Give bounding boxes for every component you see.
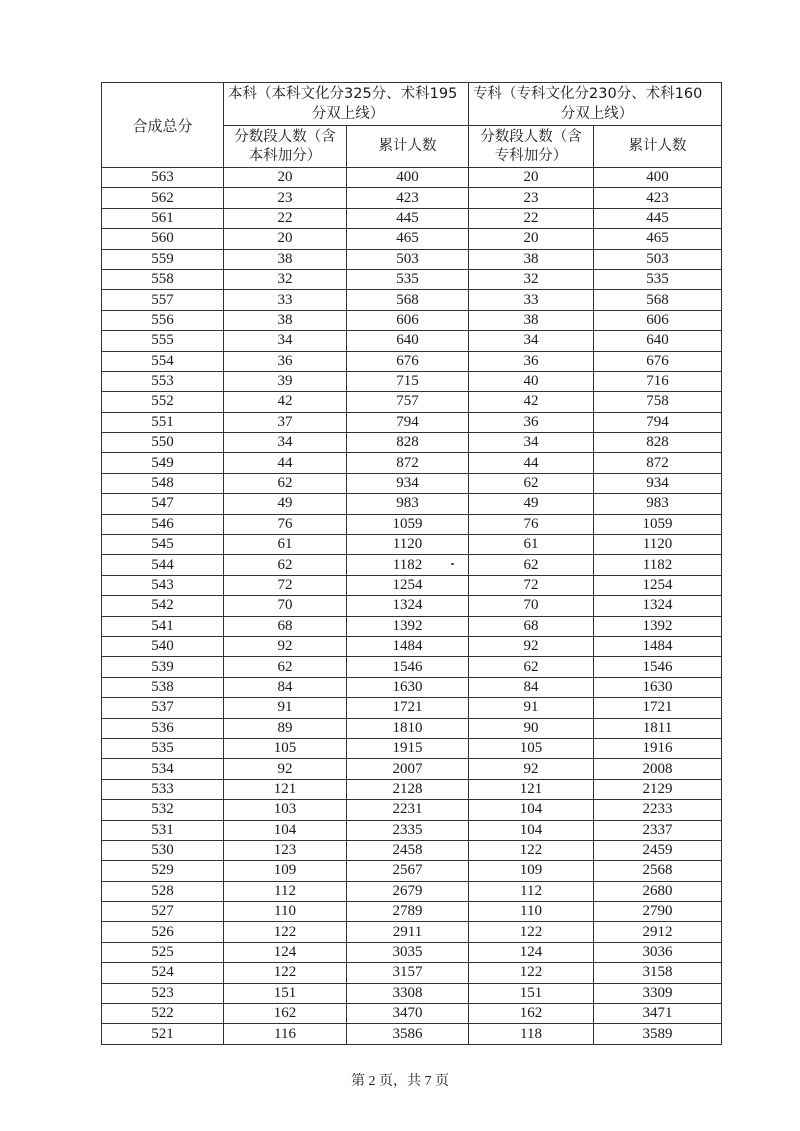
zhuanke-segment-count-cell: 36 xyxy=(469,412,594,432)
total-score-cell: 522 xyxy=(102,1004,224,1024)
page-footer: 第 2 页，共 7 页 xyxy=(351,1074,449,1089)
table-row xyxy=(102,208,722,228)
table-row xyxy=(102,575,722,595)
total-score-cell: 533 xyxy=(102,779,224,799)
total-score-cell: 534 xyxy=(102,759,224,779)
total-score-cell: 536 xyxy=(102,718,224,738)
zhuanke-segment-count-cell: 22 xyxy=(469,208,594,228)
zhuanke-cumulative-cell: 445 xyxy=(594,208,722,228)
zhuanke-cumulative-cell: 758 xyxy=(594,392,722,412)
benke-cumulative-cell: 676 xyxy=(347,351,469,371)
benke-segment-count-cell: 92 xyxy=(224,636,347,656)
benke-segment-count-cell: 109 xyxy=(224,861,347,881)
benke-segment-count-cell: 76 xyxy=(224,514,347,534)
table-row xyxy=(102,657,722,677)
scan-speck xyxy=(451,563,454,565)
benke-segment-count-cell: 38 xyxy=(224,310,347,330)
zhuanke-segment-count-cell: 38 xyxy=(469,249,594,269)
benke-cumulative-cell: 503 xyxy=(347,249,469,269)
table-row xyxy=(102,555,722,575)
zhuanke-cumulative-cell: 1916 xyxy=(594,738,722,758)
total-score-cell: 542 xyxy=(102,596,224,616)
benke-cumulative-header: 累计人数 xyxy=(347,126,469,168)
benke-cumulative-cell: 715 xyxy=(347,371,469,391)
total-score-cell: 540 xyxy=(102,636,224,656)
benke-segment-count-cell: 42 xyxy=(224,392,347,412)
benke-segment-count-cell: 110 xyxy=(224,902,347,922)
benke-segment-count-cell: 121 xyxy=(224,779,347,799)
benke-cumulative-cell: 757 xyxy=(347,392,469,412)
table-row xyxy=(102,779,722,799)
benke-segment-count-cell: 34 xyxy=(224,433,347,453)
table-row xyxy=(102,473,722,493)
table-header-row-groups xyxy=(102,83,722,126)
benke-cumulative-cell: 1546 xyxy=(347,657,469,677)
zhuanke-cumulative-cell: 1811 xyxy=(594,718,722,738)
zhuanke-cumulative-cell: 2912 xyxy=(594,922,722,942)
zhuanke-cumulative-cell: 716 xyxy=(594,371,722,391)
benke-cumulative-cell: 1182 xyxy=(347,555,469,575)
table-row xyxy=(102,290,722,310)
zhuanke-segment-count-cell: 44 xyxy=(469,453,594,473)
benke-segment-header-line1: 分数段人数（含 xyxy=(234,128,336,145)
benke-segment-count-cell: 103 xyxy=(224,800,347,820)
zhuanke-cumulative-cell: 2233 xyxy=(594,800,722,820)
zhuanke-cumulative-cell: 568 xyxy=(594,290,722,310)
benke-segment-count-cell: 22 xyxy=(224,208,347,228)
zhuanke-segment-count-cell: 110 xyxy=(469,902,594,922)
zhuanke-cumulative-cell: 1059 xyxy=(594,514,722,534)
zhuanke-segment-count-header xyxy=(469,126,594,168)
table-row xyxy=(102,514,722,534)
zhuanke-segment-count-cell: 33 xyxy=(469,290,594,310)
total-score-cell: 557 xyxy=(102,290,224,310)
table-row xyxy=(102,902,722,922)
benke-cumulative-cell: 983 xyxy=(347,494,469,514)
total-score-cell: 546 xyxy=(102,514,224,534)
table-row xyxy=(102,820,722,840)
total-score-cell: 550 xyxy=(102,433,224,453)
benke-cumulative-cell: 2679 xyxy=(347,881,469,901)
table-row xyxy=(102,168,722,188)
zhuanke-segment-count-cell: 92 xyxy=(469,636,594,656)
zhuanke-segment-count-cell: 62 xyxy=(469,473,594,493)
benke-group-header-line1: 本科（本科文化分325分、术科195 xyxy=(228,86,458,102)
benke-segment-count-header xyxy=(224,126,347,168)
total-score-cell: 538 xyxy=(102,677,224,697)
benke-segment-count-cell: 162 xyxy=(224,1004,347,1024)
zhuanke-segment-count-cell: 32 xyxy=(469,269,594,289)
benke-segment-count-cell: 112 xyxy=(224,881,347,901)
benke-cumulative-cell: 423 xyxy=(347,188,469,208)
zhuanke-segment-count-cell: 61 xyxy=(469,535,594,555)
zhuanke-cumulative-cell: 3471 xyxy=(594,1004,722,1024)
benke-cumulative-cell: 568 xyxy=(347,290,469,310)
benke-segment-count-cell: 62 xyxy=(224,473,347,493)
benke-group-header xyxy=(224,83,469,126)
zhuanke-cumulative-cell: 1484 xyxy=(594,636,722,656)
zhuanke-cumulative-cell: 503 xyxy=(594,249,722,269)
benke-segment-count-cell: 105 xyxy=(224,738,347,758)
benke-cumulative-cell: 828 xyxy=(347,433,469,453)
zhuanke-segment-count-cell: 76 xyxy=(469,514,594,534)
total-score-cell: 549 xyxy=(102,453,224,473)
zhuanke-cumulative-cell: 934 xyxy=(594,473,722,493)
benke-segment-count-cell: 44 xyxy=(224,453,347,473)
zhuanke-cumulative-cell: 2337 xyxy=(594,820,722,840)
benke-segment-count-cell: 72 xyxy=(224,575,347,595)
total-score-cell: 531 xyxy=(102,820,224,840)
table-row xyxy=(102,963,722,983)
zhuanke-cumulative-cell: 1630 xyxy=(594,677,722,697)
zhuanke-segment-count-cell: 122 xyxy=(469,963,594,983)
total-score-cell: 530 xyxy=(102,840,224,860)
zhuanke-segment-count-cell: 42 xyxy=(469,392,594,412)
total-score-cell: 543 xyxy=(102,575,224,595)
zhuanke-segment-count-cell: 90 xyxy=(469,718,594,738)
zhuanke-segment-count-cell: 124 xyxy=(469,942,594,962)
benke-cumulative-cell: 2007 xyxy=(347,759,469,779)
zhuanke-segment-count-cell: 70 xyxy=(469,596,594,616)
total-score-cell: 548 xyxy=(102,473,224,493)
table-row xyxy=(102,983,722,1003)
table-row xyxy=(102,1004,722,1024)
zhuanke-segment-header-line2: 专科加分） xyxy=(494,147,568,164)
zhuanke-cumulative-cell: 1182 xyxy=(594,555,722,575)
benke-segment-count-cell: 49 xyxy=(224,494,347,514)
table-row xyxy=(102,392,722,412)
zhuanke-segment-count-cell: 38 xyxy=(469,310,594,330)
total-score-cell: 562 xyxy=(102,188,224,208)
zhuanke-group-header-line1: 专科（专科文化分230分、术科160 xyxy=(473,86,703,102)
zhuanke-cumulative-cell: 2790 xyxy=(594,902,722,922)
total-score-cell: 559 xyxy=(102,249,224,269)
benke-segment-count-cell: 61 xyxy=(224,535,347,555)
zhuanke-cumulative-cell: 828 xyxy=(594,433,722,453)
zhuanke-segment-count-cell: 118 xyxy=(469,1024,594,1044)
benke-group-header-line2: 分双上线） xyxy=(311,106,385,122)
total-score-cell: 537 xyxy=(102,698,224,718)
total-score-cell: 524 xyxy=(102,963,224,983)
zhuanke-cumulative-cell: 423 xyxy=(594,188,722,208)
benke-cumulative-cell: 2231 xyxy=(347,800,469,820)
benke-segment-count-cell: 122 xyxy=(224,922,347,942)
zhuanke-cumulative-cell: 640 xyxy=(594,331,722,351)
benke-segment-count-cell: 20 xyxy=(224,168,347,188)
benke-cumulative-cell: 1254 xyxy=(347,575,469,595)
zhuanke-group-header-line2: 分双上线） xyxy=(560,106,634,122)
table-row xyxy=(102,371,722,391)
total-score-cell: 554 xyxy=(102,351,224,371)
total-score-cell: 552 xyxy=(102,392,224,412)
benke-segment-count-cell: 32 xyxy=(224,269,347,289)
benke-cumulative-cell: 3470 xyxy=(347,1004,469,1024)
table-row xyxy=(102,433,722,453)
zhuanke-cumulative-cell: 2680 xyxy=(594,881,722,901)
total-score-cell: 532 xyxy=(102,800,224,820)
zhuanke-cumulative-cell: 1120 xyxy=(594,535,722,555)
benke-cumulative-cell: 3308 xyxy=(347,983,469,1003)
zhuanke-cumulative-cell: 983 xyxy=(594,494,722,514)
total-score-cell: 541 xyxy=(102,616,224,636)
zhuanke-cumulative-cell: 1546 xyxy=(594,657,722,677)
total-score-cell: 560 xyxy=(102,229,224,249)
benke-cumulative-cell: 400 xyxy=(347,168,469,188)
zhuanke-segment-count-cell: 105 xyxy=(469,738,594,758)
table-row xyxy=(102,677,722,697)
total-score-cell: 525 xyxy=(102,942,224,962)
benke-segment-count-cell: 20 xyxy=(224,229,347,249)
benke-segment-count-cell: 62 xyxy=(224,555,347,575)
benke-cumulative-cell: 1059 xyxy=(347,514,469,534)
benke-segment-count-cell: 70 xyxy=(224,596,347,616)
benke-segment-count-cell: 62 xyxy=(224,657,347,677)
total-score-cell: 553 xyxy=(102,371,224,391)
total-score-cell: 544 xyxy=(102,555,224,575)
table-row xyxy=(102,636,722,656)
total-score-cell: 545 xyxy=(102,535,224,555)
zhuanke-segment-count-cell: 104 xyxy=(469,820,594,840)
zhuanke-segment-count-cell: 121 xyxy=(469,779,594,799)
table-row xyxy=(102,412,722,432)
zhuanke-cumulative-cell: 676 xyxy=(594,351,722,371)
benke-segment-count-cell: 33 xyxy=(224,290,347,310)
benke-segment-count-cell: 89 xyxy=(224,718,347,738)
zhuanke-cumulative-cell: 3036 xyxy=(594,942,722,962)
table-row xyxy=(102,942,722,962)
benke-cumulative-cell: 1324 xyxy=(347,596,469,616)
zhuanke-cumulative-cell: 2459 xyxy=(594,840,722,860)
table-row xyxy=(102,881,722,901)
total-score-cell: 526 xyxy=(102,922,224,942)
benke-segment-count-cell: 116 xyxy=(224,1024,347,1044)
zhuanke-cumulative-cell: 3589 xyxy=(594,1024,722,1044)
benke-cumulative-cell: 3157 xyxy=(347,963,469,983)
table-row xyxy=(102,759,722,779)
benke-segment-count-cell: 39 xyxy=(224,371,347,391)
benke-segment-count-cell: 124 xyxy=(224,942,347,962)
benke-segment-count-cell: 68 xyxy=(224,616,347,636)
zhuanke-segment-count-cell: 34 xyxy=(469,331,594,351)
zhuanke-segment-header-line1: 分数段人数（含 xyxy=(480,128,582,145)
benke-cumulative-cell: 1120 xyxy=(347,535,469,555)
benke-cumulative-cell: 2789 xyxy=(347,902,469,922)
zhuanke-cumulative-cell: 2568 xyxy=(594,861,722,881)
zhuanke-segment-count-cell: 162 xyxy=(469,1004,594,1024)
table-row xyxy=(102,453,722,473)
table-row xyxy=(102,310,722,330)
zhuanke-segment-count-cell: 23 xyxy=(469,188,594,208)
total-score-cell: 551 xyxy=(102,412,224,432)
total-score-header: 合成总分 xyxy=(102,83,224,168)
benke-cumulative-cell: 3586 xyxy=(347,1024,469,1044)
benke-segment-count-cell: 36 xyxy=(224,351,347,371)
zhuanke-cumulative-header: 累计人数 xyxy=(594,126,722,168)
benke-cumulative-cell: 2911 xyxy=(347,922,469,942)
benke-segment-count-cell: 34 xyxy=(224,331,347,351)
benke-cumulative-cell: 535 xyxy=(347,269,469,289)
benke-cumulative-cell: 640 xyxy=(347,331,469,351)
zhuanke-cumulative-cell: 535 xyxy=(594,269,722,289)
table-row xyxy=(102,249,722,269)
benke-cumulative-cell: 872 xyxy=(347,453,469,473)
zhuanke-segment-count-cell: 49 xyxy=(469,494,594,514)
benke-segment-header-line2: 本科加分） xyxy=(248,147,322,164)
benke-cumulative-cell: 465 xyxy=(347,229,469,249)
total-score-cell: 547 xyxy=(102,494,224,514)
table-row xyxy=(102,800,722,820)
zhuanke-segment-count-cell: 84 xyxy=(469,677,594,697)
zhuanke-cumulative-cell: 2129 xyxy=(594,779,722,799)
zhuanke-cumulative-cell: 1721 xyxy=(594,698,722,718)
zhuanke-cumulative-cell: 1324 xyxy=(594,596,722,616)
table-row xyxy=(102,738,722,758)
total-score-cell: 521 xyxy=(102,1024,224,1044)
zhuanke-segment-count-cell: 122 xyxy=(469,922,594,942)
total-score-cell: 523 xyxy=(102,983,224,1003)
zhuanke-segment-count-cell: 92 xyxy=(469,759,594,779)
total-score-cell: 535 xyxy=(102,738,224,758)
table-row xyxy=(102,331,722,351)
zhuanke-segment-count-cell: 20 xyxy=(469,229,594,249)
benke-cumulative-cell: 1392 xyxy=(347,616,469,636)
zhuanke-segment-count-cell: 62 xyxy=(469,555,594,575)
zhuanke-segment-count-cell: 36 xyxy=(469,351,594,371)
zhuanke-segment-count-cell: 104 xyxy=(469,800,594,820)
zhuanke-segment-count-cell: 109 xyxy=(469,861,594,881)
benke-segment-count-cell: 122 xyxy=(224,963,347,983)
zhuanke-cumulative-cell: 3158 xyxy=(594,963,722,983)
benke-segment-count-cell: 91 xyxy=(224,698,347,718)
benke-cumulative-cell: 606 xyxy=(347,310,469,330)
benke-cumulative-cell: 3035 xyxy=(347,942,469,962)
benke-cumulative-cell: 2458 xyxy=(347,840,469,860)
table-row xyxy=(102,494,722,514)
benke-segment-count-cell: 104 xyxy=(224,820,347,840)
table-row xyxy=(102,840,722,860)
benke-cumulative-cell: 934 xyxy=(347,473,469,493)
zhuanke-segment-count-cell: 34 xyxy=(469,433,594,453)
zhuanke-cumulative-cell: 606 xyxy=(594,310,722,330)
zhuanke-cumulative-cell: 1392 xyxy=(594,616,722,636)
benke-segment-count-cell: 92 xyxy=(224,759,347,779)
total-score-cell: 527 xyxy=(102,902,224,922)
zhuanke-segment-count-cell: 72 xyxy=(469,575,594,595)
table-row xyxy=(102,535,722,555)
table-row xyxy=(102,269,722,289)
table-row xyxy=(102,718,722,738)
zhuanke-segment-count-cell: 20 xyxy=(469,168,594,188)
benke-cumulative-cell: 794 xyxy=(347,412,469,432)
table-row xyxy=(102,351,722,371)
benke-segment-count-cell: 151 xyxy=(224,983,347,1003)
benke-cumulative-cell: 445 xyxy=(347,208,469,228)
benke-cumulative-cell: 2128 xyxy=(347,779,469,799)
zhuanke-segment-count-cell: 40 xyxy=(469,371,594,391)
total-score-cell: 558 xyxy=(102,269,224,289)
table-row xyxy=(102,698,722,718)
zhuanke-cumulative-cell: 2008 xyxy=(594,759,722,779)
zhuanke-cumulative-cell: 1254 xyxy=(594,575,722,595)
benke-segment-count-cell: 23 xyxy=(224,188,347,208)
zhuanke-segment-count-cell: 151 xyxy=(469,983,594,1003)
table-row xyxy=(102,861,722,881)
total-score-cell: 529 xyxy=(102,861,224,881)
benke-segment-count-cell: 123 xyxy=(224,840,347,860)
total-score-cell: 561 xyxy=(102,208,224,228)
zhuanke-cumulative-cell: 794 xyxy=(594,412,722,432)
table-row xyxy=(102,922,722,942)
zhuanke-segment-count-cell: 122 xyxy=(469,840,594,860)
zhuanke-segment-count-cell: 68 xyxy=(469,616,594,636)
table-row xyxy=(102,596,722,616)
benke-cumulative-cell: 1915 xyxy=(347,738,469,758)
benke-cumulative-cell: 1630 xyxy=(347,677,469,697)
benke-cumulative-cell: 1810 xyxy=(347,718,469,738)
table-row xyxy=(102,1024,722,1044)
score-distribution-table xyxy=(101,82,722,1045)
total-score-cell: 563 xyxy=(102,168,224,188)
total-score-cell: 539 xyxy=(102,657,224,677)
zhuanke-group-header xyxy=(469,83,722,126)
zhuanke-segment-count-cell: 62 xyxy=(469,657,594,677)
table-row xyxy=(102,188,722,208)
table-row xyxy=(102,616,722,636)
zhuanke-cumulative-cell: 872 xyxy=(594,453,722,473)
benke-segment-count-cell: 37 xyxy=(224,412,347,432)
zhuanke-cumulative-cell: 400 xyxy=(594,168,722,188)
zhuanke-segment-count-cell: 112 xyxy=(469,881,594,901)
benke-cumulative-cell: 1721 xyxy=(347,698,469,718)
total-score-cell: 556 xyxy=(102,310,224,330)
benke-cumulative-cell: 1484 xyxy=(347,636,469,656)
table-body xyxy=(102,168,722,1045)
benke-segment-count-cell: 84 xyxy=(224,677,347,697)
total-score-cell: 555 xyxy=(102,331,224,351)
table-row xyxy=(102,229,722,249)
benke-cumulative-cell: 2335 xyxy=(347,820,469,840)
zhuanke-segment-count-cell: 91 xyxy=(469,698,594,718)
zhuanke-cumulative-cell: 3309 xyxy=(594,983,722,1003)
total-score-cell: 528 xyxy=(102,881,224,901)
zhuanke-cumulative-cell: 465 xyxy=(594,229,722,249)
benke-segment-count-cell: 38 xyxy=(224,249,347,269)
benke-cumulative-cell: 2567 xyxy=(347,861,469,881)
